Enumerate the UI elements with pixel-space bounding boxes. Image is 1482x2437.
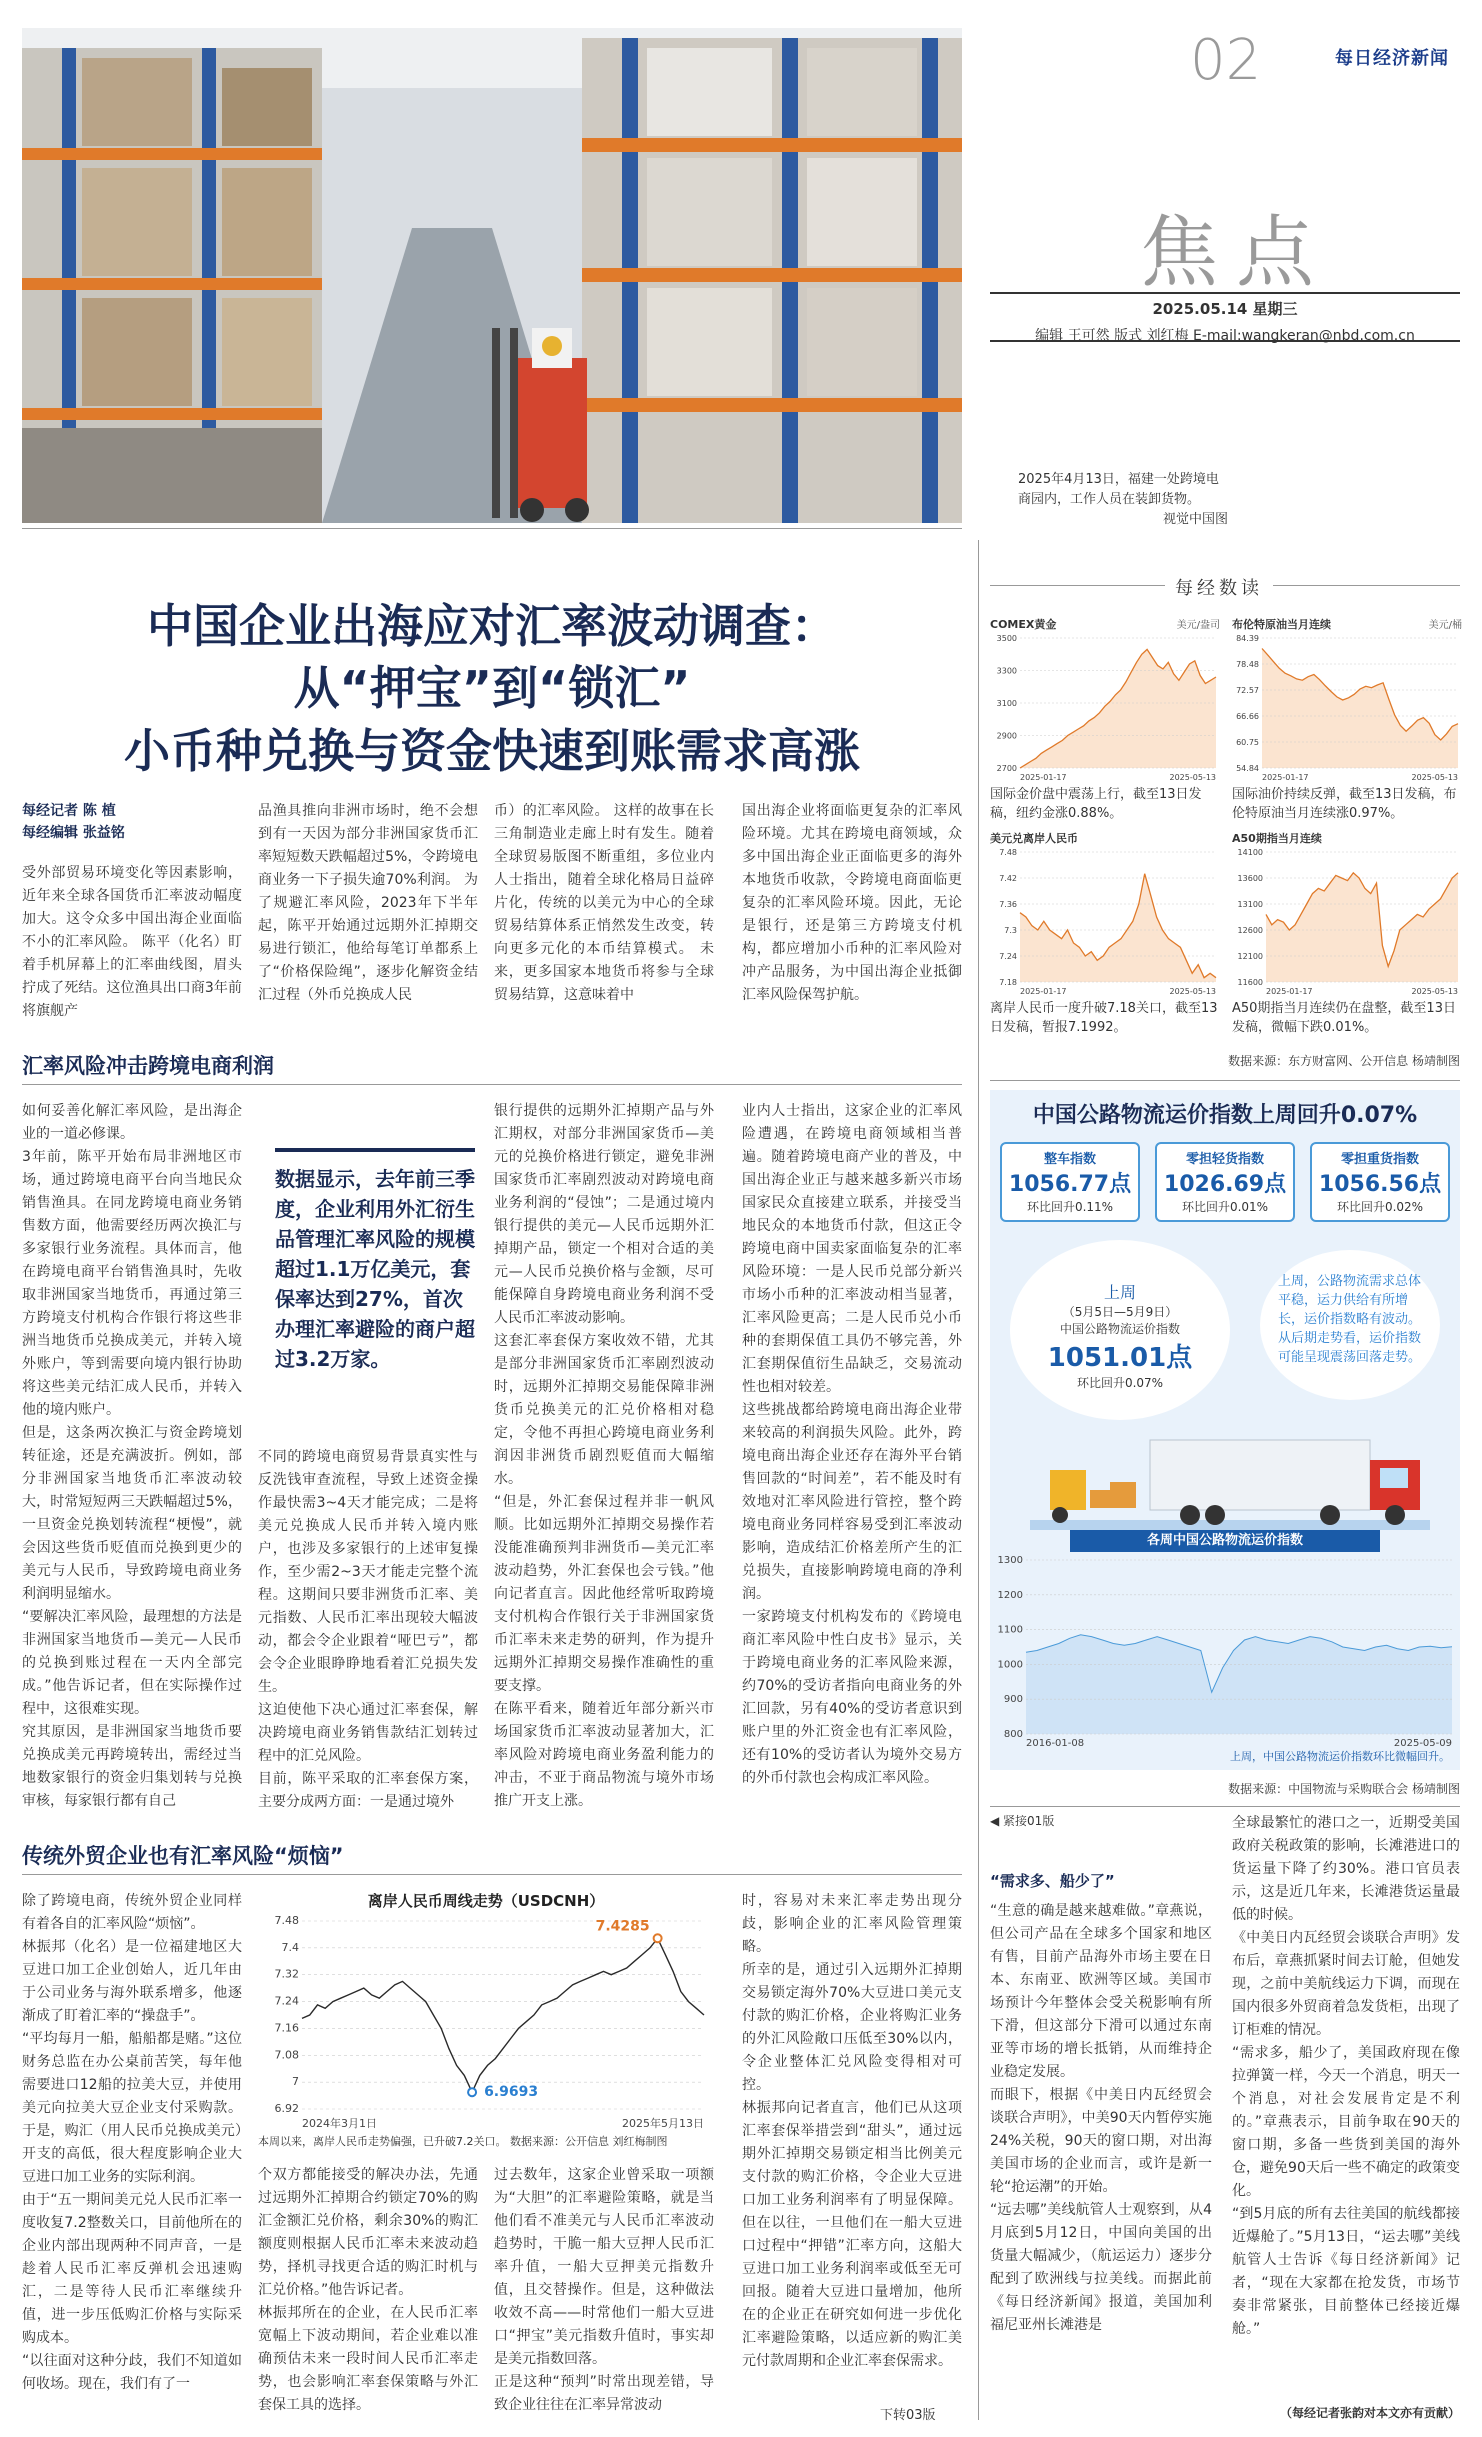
reporter: 每经记者 陈 植 — [22, 803, 116, 819]
y-tick-label: 13100 — [1237, 900, 1263, 909]
x-tick-label: 2016-01-08 — [1026, 1738, 1085, 1748]
logistics-chart-caption: 上周，中国公路物流运价指数环比微幅回升。 — [1230, 1750, 1450, 1763]
week-range: （5月5日—5月9日） — [1062, 1305, 1178, 1319]
logistics-source: 数据来源：中国物流与采购联合会 — [1228, 1782, 1409, 1796]
x-tick-label: 2025-01-17 — [1020, 987, 1067, 996]
area-fill — [1266, 873, 1458, 982]
min-marker — [468, 2088, 476, 2096]
y-tick-label: 12100 — [1237, 952, 1263, 961]
y-tick-label: 54.84 — [1236, 764, 1259, 773]
y-tick-label: 7.08 — [274, 2048, 299, 2062]
y-tick-label: 60.75 — [1236, 738, 1259, 747]
headline-line1: 中国企业出海应对汇率波动调查： — [147, 599, 837, 653]
x-tick-label: 2025-01-17 — [1266, 987, 1313, 996]
usdcnh-source: 数据来源：公开信息 — [510, 2135, 609, 2148]
gold-chart — [990, 616, 1220, 821]
headline — [22, 595, 962, 783]
gold-title: COMEX黄金 — [990, 618, 1057, 631]
oil-caption: 国际油价持续反弹，截至13日发稿，布伦特原油当月连续涨0.97%。 — [1232, 787, 1457, 821]
y-tick-label: 12600 — [1237, 926, 1263, 935]
editor: 每经编辑 张益铭 — [22, 825, 125, 841]
x-tick-label: 2025-05-13 — [1411, 773, 1458, 782]
y-tick-label: 11600 — [1237, 978, 1263, 987]
y-tick-label: 1100 — [997, 1624, 1023, 1636]
pull-quote: 数据显示，去年前三季度，企业利用外汇衍生品管理汇率风险的规模超过1.1万亿美元，套保率达到27%，首次办理汇率避险的商户超过3.2万家。 — [275, 1148, 475, 1374]
headline-line3: 小币种兑换与资金快速到账需求高涨 — [124, 724, 860, 778]
a50-title: A50期指当月连续 — [1232, 832, 1322, 845]
y-tick-label: 6.92 — [274, 2102, 299, 2115]
date-bar — [990, 292, 1460, 342]
subheading-2: 传统外贸企业也有汇率风险“烦恼” — [22, 1840, 962, 1875]
y-tick-label: 7.48 — [999, 848, 1017, 857]
y-tick-label: 3300 — [996, 666, 1017, 676]
y-tick-label: 7.18 — [999, 978, 1017, 987]
usdcnh-note: 本周以来，离岸人民币走势偏强，已升破7.2关口。 — [258, 2135, 507, 2148]
y-tick-label: 1200 — [997, 1589, 1023, 1601]
box3-name: 零担重货指数 — [1340, 1152, 1419, 1167]
oil-plot — [1232, 632, 1462, 782]
box1-name: 整车指数 — [1043, 1152, 1096, 1167]
logistics-chart-label: 各周中国公路物流运价指数 — [1070, 1530, 1380, 1552]
logistics-plot — [990, 1552, 1460, 1748]
s1-col-2: 不同的跨境电商贸易背景真实性与反洗钱审查流程，导致上述资金操作最快需3~4天才能完成；二是将美元兑换成人民币并转入境内账户，也涉及多家银行的上述审复操作，至少需2~3天才能走完整个流程。这期间只要非洲货币汇率、美元指数、人民币汇率出现较大幅波动，都会令企业跟着“哑巴亏”，都会令企业眼睁睁地看着汇兑损失发生。 这迫使他下决心通过汇率套保，解决跨境电商业务销售款结汇划转过程中的汇兑风险。 目前，陈平采取的汇率套保方案，主要分成两方面：一是通过境外 — [258, 1449, 478, 1810]
index-box-1 — [1000, 1142, 1140, 1222]
subheading-1: 汇率风险冲击跨境电商利润 — [22, 1050, 962, 1085]
y-tick-label: 1300 — [997, 1555, 1023, 1566]
box2-value: 1026.69点 — [1163, 1172, 1287, 1197]
area-fill — [1020, 874, 1216, 982]
cnh-title: 美元兑离岸人民币 — [990, 832, 1078, 845]
y-tick-label: 3500 — [996, 634, 1017, 643]
a50-chart — [1232, 830, 1462, 1035]
logistics-source-row — [990, 1780, 1460, 1797]
intro-col-3: 币）的汇率风险。 这样的故事在长三角制造业走廊上时有发生。随着全球贸易版图不断重组，多位业内人士指出，随着全球化格局日益碎片化，传统的以美元为中心的全球贸易结算体系正悄然发生改变，转向更多元化的本币结算模式。 未来，更多国家本地货币将参与全球贸易结算，这意味着中 — [494, 803, 714, 1003]
usdcnh-note-row — [258, 2133, 714, 2149]
y-tick-label: 7 — [292, 2075, 299, 2089]
y-tick-label: 72.57 — [1236, 686, 1259, 695]
y-tick-label: 3100 — [996, 699, 1017, 708]
logistics-panel — [990, 1090, 1460, 1770]
editor-info: 编辑 王可然 版式 刘红梅 E-mail:wangkeran@nbd.com.cn — [1035, 328, 1415, 344]
logistics-producer: 杨靖制图 — [1411, 1782, 1460, 1796]
max-label: 7.4285 — [595, 1918, 650, 1935]
usdcnh-plot — [258, 1911, 714, 2129]
continue-to: 下转03版 — [880, 2408, 936, 2423]
oil-unit: 美元/桶 — [1428, 620, 1462, 631]
a50-caption: A50期指当月连续仍在盘整，截至13日发稿，微幅下跌0.01%。 — [1232, 1001, 1456, 1035]
paper-name: 每日经济新闻 — [1335, 48, 1449, 69]
box3-value: 1056.56点 — [1318, 1172, 1442, 1197]
s1-col-4: 业内人士指出，这家企业的汇率风险遭遇，在跨境电商领域相当普遍。随着跨境电商产业的普及，中国出海企业正与越来越多新兴市场国家民众直接建立联系，并接受当地民众的本地货币付款，但这正令跨境电商中国卖家面临复杂的汇率风险环境：一是人民币兑部分新兴市场小币种的汇率波动相当显著，汇率风险更高；二是人民币兑小币种的套期保值工具仍不够完善，外汇套期保值衍生品缺乏，交易流动性也相对较差。 这些挑战都给跨境电商出海企业带来较高的利润损失风险。此外，跨境电商出海企业还存在海外平台销售回款的“时间差”，若不能及时有效地对汇率风险进行管控，整个跨境电商业务同样容易受到汇率波动影响，造成结汇价格差所产生的汇兑损失，直接影响跨境电商的净利润。 一家跨境支付机构发布的《跨境电商汇率风险中性白皮书》显示，关于跨境电商业务的汇率风险来源，约70%的受访者指向电商业务的外汇回款，另有40%的受访者意识到账户里的外汇资金也有汇率风险，还有10%的受访者认为境外交易方的外币付款也会构成汇率风险。 — [742, 1103, 962, 1786]
x-tick-label: 2024年3月1日 — [302, 2117, 377, 2129]
y-tick-label: 7.36 — [999, 900, 1017, 909]
oil-chart — [1232, 616, 1462, 821]
s1-col-1: 如何妥善化解汇率风险，是出海企业的一道必修课。 3年前，陈平开始布局非洲地区市场，通过跨境电商平台向当地民众销售渔具。在同龙跨境电商业务销售数方面，他需要经历两次换汇与多家银行业务流程。具体而言，他在跨境电商平台销售渔具时，先收取非洲国家当地货币，再通过第三方跨境支付机构合作银行将这些非洲当地货币兑换成美元，并转入境外账户，等到需要向境内银行协助将这些美元结汇成人民币，并转入他的境内账户。 但是，这条两次换汇与资金跨境划转征途，还是充满波折。例如，部分非洲国家当地货币汇率波动较大，时常短短两三天跌幅超过5%，一旦资金兑换划转流程“梗慢”，就会因这些货币贬值而兑换到更少的美元与人民币，导致跨境电商业务利润明显缩水。 “要解决汇率风险，最理想的方法是非洲国家当地货币—美元—人民币的兑换到账过程在一天内全部完成。”他告诉记者，但在实际操作过程中，这很难实现。 究其原因，是非洲国家当地货币要兑换成美元再跨境转出，需经过当地数家银行的资金归集划转与兑换审核，每家银行都有自己 — [22, 1103, 242, 1809]
y-tick-label: 14100 — [1237, 848, 1263, 857]
index-name: 中国公路物流运价指数 — [1059, 1322, 1180, 1336]
page-number: 02 — [1190, 28, 1262, 93]
box3-change: 环比回升0.02% — [1336, 1200, 1424, 1214]
y-tick-label: 2900 — [996, 731, 1017, 741]
week-index-circle — [1010, 1240, 1230, 1420]
x-tick-label: 2025-05-13 — [1411, 987, 1458, 996]
week-label: 上周 — [1103, 1283, 1136, 1302]
photo-credit: 视觉中国图 — [1162, 512, 1228, 527]
continued-footer: （每经记者张韵对本文亦有贡献） — [1279, 2406, 1460, 2420]
y-tick-label: 7.48 — [274, 1914, 299, 1927]
x-tick-label: 2025-01-17 — [1020, 773, 1067, 782]
gold-plot — [990, 632, 1220, 782]
byline — [22, 800, 242, 844]
x-tick-label: 2025-05-13 — [1169, 773, 1216, 782]
meijing-producer: 杨靖制图 — [1411, 1054, 1460, 1068]
area-fill — [1262, 649, 1458, 769]
divider — [990, 1080, 1460, 1081]
y-tick-label: 7.24 — [999, 952, 1017, 961]
area-fill — [1026, 1635, 1452, 1734]
divider — [22, 528, 962, 529]
x-tick-label: 2025-01-17 — [1262, 773, 1309, 782]
series-line — [302, 1938, 704, 2092]
x-tick-label: 2025-05-13 — [1169, 987, 1216, 996]
meijing-title: 每经数读 — [1165, 574, 1273, 600]
intro-col-1: 受外部贸易环境变化等因素影响，近年来全球各国货币汇率波动幅度加大。这令众多中国出海企业面临不小的汇率风险。 陈平（化名）盯着手机屏幕上的汇率曲线图，眉头拧成了死结。这位渔具出口商3年前将旗舰产 — [22, 865, 242, 1019]
cnh-chart — [990, 830, 1220, 1035]
box2-change: 环比回升0.01% — [1181, 1200, 1269, 1214]
gold-caption: 国际金价盘中震荡上行，截至13日发稿，纽约金涨0.88%。 — [990, 787, 1202, 821]
index-value: 1051.01点 — [1047, 1343, 1193, 1373]
min-label: 6.9693 — [484, 2084, 539, 2101]
y-tick-label: 7.24 — [274, 1994, 299, 2008]
meijing-rule — [990, 578, 1460, 601]
y-tick-label: 2700 — [996, 764, 1017, 773]
gold-unit: 美元/盎司 — [1176, 620, 1220, 631]
logistics-note: 上周，公路物流需求总体平稳，运力供给有所增长，运价指数略有波动。从后期走势看，运价指数可能呈现震荡回落走势。 — [1260, 1250, 1440, 1400]
y-tick-label: 7.3 — [1004, 926, 1017, 935]
x-tick-label: 2025年5月13日 — [622, 2117, 704, 2129]
s2-col-1: 除了跨境电商，传统外贸企业同样有着各自的汇率风险“烦恼”。 林振邦（化名）是一位福建地区大豆进口加工企业创始人，近几年由于公司业务与海外联系增多，他逐渐成了盯着汇率的“操盘手”。 “平均每月一船，船船都是赌。”这位财务总监在办公桌前苦笑，每年他需要进口12船的拉美大豆，并使用美元向拉美大豆企业支付采购款。于是，购汇（用人民币兑换成美元）开支的高低，很大程度影响企业大豆进口加工业务的实际利润。 由于“五一期间美元兑人民币汇率一度收复7.2整数关口，目前他所在的企业内部出现两种不同声音，一是趁着人民币汇率反弹机会迅速购汇，二是等待人民币汇率继续升值，进一步压低购汇价格与实际采购成本。 “以往面对这种分歧，我们不知道如何收场。现在，我们有了一 — [22, 1893, 242, 2392]
intro-col-2: 品渔具推向非洲市场时，绝不会想到有一天因为部分非洲国家货币汇率短短数天跌幅超过5%，令跨境电商业务一下子损失逾70%利润。 为了规避汇率风险，2023年下半年起，陈平开始通过远期外汇掉期交易进行锁汇，他给每笔订单都系上了“价格保险绳”，逐步化解资金结汇过程（外币兑换成人民 — [258, 803, 478, 1003]
issue-date: 2025.05.14 星期三 — [1152, 300, 1298, 318]
box1-change: 环比回升0.11% — [1026, 1200, 1114, 1214]
y-tick-label: 13600 — [1237, 874, 1263, 883]
truck-illustration — [1030, 1420, 1430, 1530]
oil-title: 布伦特原油当月连续 — [1232, 618, 1331, 631]
warehouse-photo — [22, 28, 962, 523]
headline-line2: 从“押宝”到“锁汇” — [293, 661, 691, 715]
s2-col-3: 个双方都能接受的解决办法，先通过远期外汇掉期合约锁定70%的购汇金额汇兑价格，剩余30%的购汇额度则根据人民币汇率未来波动趋势，择机寻找更合适的购汇时机与汇兑价格。”他告诉记者。 林振邦所在的企业，在人民币汇率宽幅上下波动期间，若企业难以准确预估未来一段时间人民币汇率走势，也会影响汇率套保策略与外汇套保工具的选择。 — [258, 2167, 478, 2413]
a50-plot — [1232, 846, 1462, 996]
continued-title: “需求多、船少了” — [990, 1872, 1115, 1890]
index-box-3 — [1310, 1142, 1450, 1222]
meijing-panel — [990, 578, 1460, 601]
meijing-source-row — [990, 1052, 1460, 1069]
divider — [990, 1806, 1460, 1807]
y-tick-label: 7.32 — [274, 1967, 299, 1981]
box1-value: 1056.77点 — [1008, 1172, 1132, 1197]
y-tick-label: 900 — [1003, 1694, 1023, 1706]
photo-caption — [1018, 470, 1228, 530]
s1-col-3: 银行提供的远期外汇掉期产品与外汇期权，对部分非洲国家货币—美元的兑换价格进行锁定，避免非洲国家货币汇率剧烈波动对跨境电商业务利润的“侵蚀”；二是通过境内银行提供的美元—人民币远期外汇掉期产品，锁定一个相对合适的美元—人民币兑换价格与金额，尽可能保障自身跨境电商业务利润不受人民币汇率波动影响。 这套汇率套保方案收效不错，尤其是部分非洲国家货币汇率剧烈波动时，远期外汇掉期交易能保障非洲货币兑换美元的汇兑价格相对稳定，令他不再担心跨境电商业务利润因非洲货币剧烈贬值而大幅缩水。 “但是，外汇套保过程并非一帆风顺。比如远期外汇掉期交易操作若没能准确预判非洲货币—美元汇率波动趋势，外汇套保也会亏钱。”他向记者直言。因此他经常听取跨境支付机构合作银行关于非洲国家货币汇率未来走势的研判，作为提升远期外汇掉期交易操作准确性的重要支撑。 在陈平看来，随着近年部分新兴市场国家货币汇率波动显著加大，汇率风险对跨境电商业务盈利能力的冲击，不亚于商品物流与境外市场推广开支上涨。 — [494, 1103, 714, 1809]
cnh-plot — [990, 846, 1220, 996]
continued-col-2: 全球最繁忙的港口之一，近期受美国政府关税政策的影响，长滩港进口的货运量下降了约30%。港口官员表示，这是近几年来，长滩港货运量最低的时候。 《中美日内瓦经贸会谈联合声明》发布后，章燕抓紧时间去订舱，但她发现，之前中美航线运力下调，而现在国内很多外贸商着急发货柜，出现了订柜难的情况。 “需求多，船少了，美国政府现在像拉弹簧一样，今天一个消息，明天一个消息，对社会发展肯定是不利的。”章燕表示，目前争取在90天的窗口期，多备一些货到美国的海外仓，避免90天后一些不确定的政策变化。 “到5月底的所有去往美国的航线都接近爆舱了。”5月13日，“运去哪”美线航管人士告诉《每日经济新闻》记者，“现在大家都在抢发货，市场节奏非常紧张，目前整体已经接近爆舱。” — [1232, 1815, 1460, 2337]
y-tick-label: 800 — [1003, 1729, 1023, 1740]
area-fill — [1020, 649, 1216, 768]
usdcnh-title: 离岸人民币周线走势（USDCNH） — [367, 1892, 605, 1910]
box2-name: 零担轻货指数 — [1185, 1152, 1264, 1167]
y-tick-label: 7.16 — [274, 2021, 299, 2035]
usdcnh-chart — [258, 1890, 714, 2152]
y-tick-label: 66.66 — [1236, 712, 1259, 721]
y-tick-label: 84.39 — [1236, 634, 1259, 643]
x-tick-label: 2025-05-09 — [1393, 1738, 1452, 1748]
warehouse-illustration — [22, 28, 962, 523]
max-marker — [654, 1934, 662, 1942]
usdcnh-producer: 刘红梅制图 — [612, 2135, 668, 2148]
cnh-caption: 离岸人民币一度升破7.18关口，截至13日发稿，暂报7.1992。 — [990, 1001, 1218, 1035]
index-box-2 — [1155, 1142, 1295, 1222]
y-tick-label: 78.48 — [1236, 660, 1259, 669]
s2-col-4: 过去数年，这家企业曾采取一项额为“大胆”的汇率避险策略，就是当他们看不准美元与人民币汇率波动趋势时，干脆一船大豆押人民币汇率升值，一船大豆押美元指数升值，且交替操作。但是，这种做法收效不高——时常他们一船大豆进口“押宝”美元指数升值时，事实却是美元指数回落。 正是这种“预判”时常出现差错，导致企业往往在汇率异常波动 — [494, 2167, 714, 2413]
intro-col-4: 国出海企业将面临更复杂的汇率风险环境。尤其在跨境电商领域，众多中国出海企业正面临更多的海外本地货币收款，令跨境电商面临更复杂的汇率风险环境。因此，无论是银行，还是第三方跨境支付机构，都应增加小币种的汇率风险对冲产品服务，为中国出海企业抵御汇率风险保驾护航。 — [742, 803, 962, 1003]
column-divider — [978, 540, 979, 2420]
index-change: 环比回升0.07% — [1076, 1376, 1164, 1390]
y-tick-label: 7.42 — [999, 874, 1017, 883]
continued-col-1: “生意的确是越来越难做。”章燕说，但公司产品在全球多个国家和地区有售，目前产品海外市场主要在日本、东南亚、欧洲等区域。美国市场预计今年整体会受关税影响有所下滑，但这部分下滑可以通过东南亚等市场的增长抵销，从而维持企业稳定发展。 而眼下，根据《中美日内瓦经贸会谈联合声明》，中美90天内暂停实施24%关税，90天的窗口期，对出海美国市场的企业而言，或许是新一轮“抢运潮”的开始。 “远去哪”美线航管人士观察到，从4月底到5月12日，中国向美国的出货量大幅减少，（航运运力）逐步分配到了欧洲线与拉美线。而据此前《每日经济新闻》报道，美国加利福尼亚州长滩港是 — [990, 1903, 1212, 2333]
y-tick-label: 1000 — [997, 1659, 1023, 1671]
section-title: 焦点 — [1140, 208, 1333, 298]
continued-from: ◀ 紧接01版 — [990, 1814, 1055, 1828]
meijing-source: 数据来源：东方财富网、公开信息 — [1228, 1054, 1409, 1068]
caption-text: 2025年4月13日，福建一处跨境电商园内，工作人员在装卸货物。 — [1018, 472, 1219, 507]
s2-col-5: 时，容易对未来汇率走势出现分歧，影响企业的汇率风险管理策略。 所幸的是，通过引入远期外汇掉期交易锁定海外70%大豆进口美元支付款的购汇价格，企业将购汇业务的外汇风险敞口压低至30%以内，令企业整体汇兑风险变得相对可控。 林振邦向记者直言，他们已从这项汇率套保举措尝到“甜头”，通过远期外汇掉期交易锁定相当比例美元支付款的购汇价格，令企业大豆进口加工业务利润率有了明显保障。但在以往，一旦他们在一船大豆进口过程中“押错”汇率方向，这船大豆进口加工业务利润率或低至无可回报。随着大豆进口量增加，他所在的企业正在研究如何进一步优化汇率避险策略，以适应新的购汇美元付款周期和企业汇率套保需求。 — [742, 1893, 962, 2369]
logistics-title: 中国公路物流运价指数上周回升0.07% — [1032, 1103, 1418, 1128]
y-tick-label: 7.4 — [281, 1940, 299, 1954]
